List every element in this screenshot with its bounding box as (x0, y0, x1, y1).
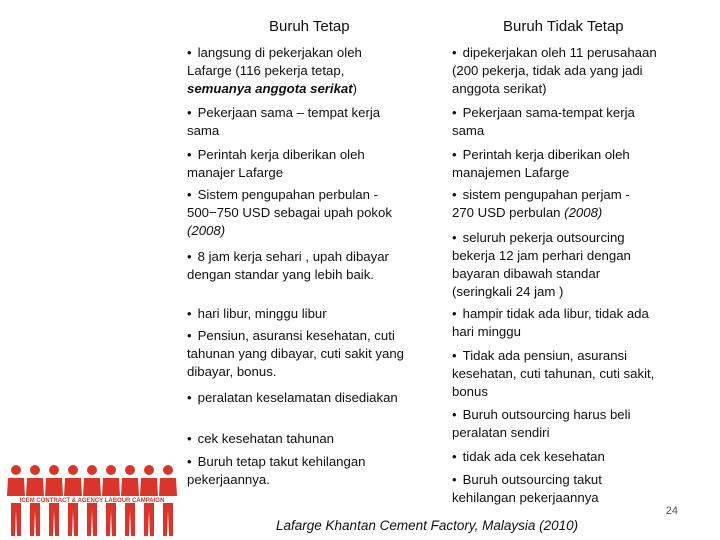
list-item-line: • Tidak ada pensiun, asuransi (452, 348, 628, 363)
list-item (187, 44, 449, 98)
list-item (452, 229, 712, 301)
list-item-line: bonus (452, 384, 488, 399)
list-item (452, 186, 712, 222)
list-item-line: • sistem pengupahan perjam - (452, 187, 630, 202)
list-item (187, 146, 449, 182)
year-note: (2008) (560, 205, 603, 220)
header-permanent-workers: Buruh Tetap (269, 18, 350, 35)
list-item-line: hari minggu (452, 324, 521, 339)
list-item-line: kehilangan pekerjaannya (452, 490, 599, 505)
list-item-line: (seringkali 24 jam ) (452, 284, 564, 299)
bullet-icon: • (187, 431, 192, 446)
list-item-line: • Buruh outsourcing takut (452, 472, 602, 487)
bullet-icon: • (452, 187, 457, 202)
worker-figure-icon (49, 465, 59, 475)
worker-figure-icon (11, 465, 21, 475)
page-number: 24 (665, 505, 678, 517)
union-note: semuanya anggota serikat (187, 81, 353, 96)
list-item-line: • peralatan keselamatan disediakan (187, 390, 398, 405)
list-item-line: • langsung di pekerjakan oleh (187, 45, 362, 60)
icem-campaign-logo (4, 458, 180, 538)
bullet-icon: • (187, 454, 192, 469)
list-item (187, 453, 449, 489)
bullet-icon: • (452, 348, 457, 363)
list-item-line: dengan standar yang lebih baik. (187, 267, 374, 282)
list-item (187, 389, 449, 407)
list-item-line: sama (452, 123, 485, 138)
list-item-line: anggota serikat) (452, 81, 547, 96)
worker-figure-icon (26, 478, 44, 536)
list-item (187, 104, 449, 140)
bullet-icon: • (187, 105, 192, 120)
list-item-line: semuanya anggota serikat) (187, 81, 358, 96)
bullet-icon: • (187, 147, 192, 162)
worker-figure-icon (45, 478, 63, 536)
list-item-line: 500−750 USD sebagai upah pokok (187, 205, 392, 220)
bullet-icon: • (187, 249, 192, 264)
worker-figure-icon (121, 478, 139, 536)
list-item (187, 327, 449, 381)
list-item (452, 347, 712, 401)
list-item-line: (200 pekerja, tidak ada yang jadi (452, 63, 643, 78)
worker-figure-icon (163, 465, 173, 475)
list-item (452, 471, 712, 507)
list-item-line: • Perintah kerja diberikan oleh (452, 147, 630, 162)
list-item-line: peralatan sendiri (452, 425, 550, 440)
list-item-line: • Buruh tetap takut kehilangan (187, 454, 366, 469)
year-note: (2008) (187, 223, 226, 238)
bullet-icon: • (187, 328, 192, 343)
worker-figure-icon (140, 478, 158, 536)
list-item (187, 305, 449, 323)
bullet-icon: • (187, 306, 192, 321)
list-item-line: bekerja 12 jam perhari dengan (452, 248, 631, 263)
list-item-line: 270 USD perbulan (2008) (452, 205, 603, 220)
logo-text: ICEM CONTRACT & AGENCY LABOUR CAMPAIGN (19, 498, 165, 504)
bullet-icon: • (187, 390, 192, 405)
list-item-line: • Buruh outsourcing harus beli (452, 407, 631, 422)
bullet-icon: • (187, 187, 192, 202)
worker-figure-icon (159, 478, 177, 536)
list-item (452, 406, 712, 442)
worker-figure-icon (144, 465, 154, 475)
bullet-icon: • (187, 45, 192, 60)
bullet-icon: • (452, 306, 457, 321)
list-item-line: sama (187, 123, 220, 138)
worker-figure-icon (64, 478, 82, 536)
list-item (452, 44, 712, 98)
list-item-line: • Pensiun, asuransi kesehatan, cuti (187, 328, 395, 343)
slide-caption: Lafarge Khantan Cement Factory, Malaysia (2010) (276, 518, 579, 533)
bullet-icon: • (452, 45, 457, 60)
list-item-line: pekerjaannya. (187, 472, 270, 487)
worker-figure-icon (87, 465, 97, 475)
list-item (452, 146, 712, 182)
list-item-line: tahunan yang dibayar, cuti sakit yang (187, 346, 405, 361)
list-item-line: • hampir tidak ada libur, tidak ada (452, 306, 649, 321)
list-item-line: • dipekerjakan oleh 11 perusahaan (452, 45, 657, 60)
worker-figure-icon (83, 478, 101, 536)
list-item-line: • hari libur, minggu libur (187, 306, 327, 321)
worker-figure-icon (102, 478, 120, 536)
bullet-icon: • (452, 230, 457, 245)
bullet-icon: • (452, 407, 457, 422)
list-item-line: • Pekerjaan sama – tempat kerja (187, 105, 381, 120)
list-item (187, 430, 449, 448)
list-item-line: bayaran dibawah standar (452, 266, 601, 281)
worker-figure-icon (7, 478, 25, 536)
list-item-line: • seluruh pekerja outsourcing (452, 230, 625, 245)
header-contract-workers: Buruh Tidak Tetap (503, 18, 624, 35)
list-item-line: • cek kesehatan tahunan (187, 431, 335, 446)
list-item-line: • tidak ada cek kesehatan (452, 449, 605, 464)
list-item-line: dibayar, bonus. (187, 364, 277, 379)
list-item-line: manajer Lafarge (187, 165, 284, 180)
worker-figure-icon (106, 465, 116, 475)
list-item-line: • Sistem pengupahan perbulan - (187, 187, 378, 202)
bullet-icon: • (452, 147, 457, 162)
list-item (452, 448, 712, 466)
worker-figure-icon (30, 465, 40, 475)
list-item-line: • 8 jam kerja sehari , upah dibayar (187, 249, 389, 264)
list-item-line: kesehatan, cuti tahunan, cuti sakit, (452, 366, 655, 381)
worker-figure-icon (68, 465, 78, 475)
list-item-line: manajemen Lafarge (452, 165, 570, 180)
bullet-icon: • (452, 449, 457, 464)
list-item (452, 305, 712, 341)
list-item (187, 186, 449, 240)
bullet-icon: • (452, 472, 457, 487)
worker-figure-icon (125, 465, 135, 475)
list-item (452, 104, 712, 140)
list-item-line: • Perintah kerja diberikan oleh (187, 147, 365, 162)
list-item-line: • Pekerjaan sama-tempat kerja (452, 105, 635, 120)
list-item-line: Lafarge (116 pekerja tetap, (187, 63, 345, 78)
list-item (187, 248, 449, 284)
bullet-icon: • (452, 105, 457, 120)
